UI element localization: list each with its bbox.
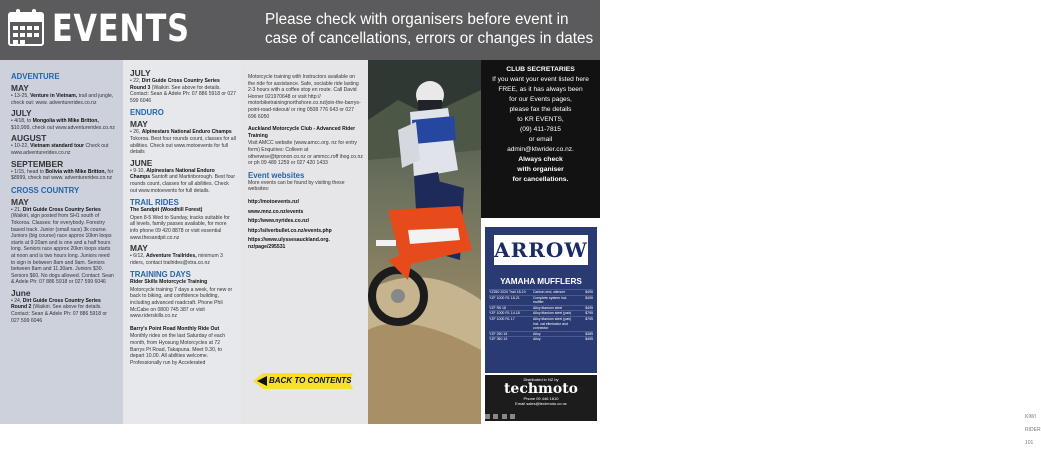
muffler-price: $385	[585, 331, 593, 336]
muffler-row	[489, 336, 593, 342]
event-item: • 4/18, to Mongolia with Mike Britton, $10,999, check out www.adventurerides.co.nz	[11, 118, 115, 131]
muffler-price: $495	[585, 337, 593, 342]
section-enduro: ENDURO	[130, 108, 164, 118]
cancellation-notice: Please check with organisers before event in case of cancellations, errors or changes in dates	[265, 11, 594, 47]
back-button-label: BACK TO CONTENTS	[269, 376, 352, 385]
rider-illustration	[368, 60, 481, 424]
youtube-icon[interactable]	[510, 414, 515, 419]
website-link[interactable]: https://www.ulyssesauckland.org. nz/page/295531	[248, 237, 330, 250]
muffler-price: $495	[585, 290, 593, 294]
muffler-desc: Complete system incl. muffler	[533, 295, 568, 305]
muffler-row	[489, 316, 593, 331]
events-column-3	[241, 60, 368, 424]
ad-distributor: Distributed in NZ by	[523, 377, 559, 382]
event-item: Auckland Motorcycle Club - Advanced Rider Training	[248, 126, 356, 139]
website-link[interactable]: http://silverbullet.co.nz/events.php	[248, 227, 332, 234]
muffler-row	[489, 295, 593, 305]
event-item: • 24, Dirt Guide Cross Country Series Round 2 (Waikiri. See above for details. Contact: Sean & Adele Ph: 07 886 5918 or 027 599 6046	[11, 297, 108, 324]
club-line: FREE, as it has always been	[498, 86, 583, 93]
event-item: • 6/12, Adventure Trailrides, minimum 3 riders, contact trailrides@xtra.co.nz	[130, 253, 223, 266]
muffler-price: $795	[585, 311, 593, 316]
calendar-icon	[8, 12, 44, 46]
club-line: admin@ktwrider.co.nz.	[507, 146, 574, 153]
page-footer	[485, 411, 1041, 446]
month-heading: JUNE	[130, 157, 153, 168]
club-line: (09) 411-7815	[520, 126, 561, 133]
facebook-icon[interactable]	[485, 414, 490, 419]
event-description: Open 8-5 Wed to Sunday, tracks suitable for all levels, family passes available, for more info phone 09 420 8878 or visit essential www.thesandpit.co.nz	[130, 214, 230, 241]
ad-phone: Phone 09 446 1610	[523, 396, 559, 401]
page-folio: KIWI RIDER 101	[1025, 414, 1041, 446]
club-line: to KR EVENTS,	[517, 116, 564, 123]
muffler-desc: Alloy titanium steel (pair)	[533, 311, 572, 316]
muffler-desc: Alloy	[533, 331, 541, 336]
arrow-logo: ARROW	[494, 235, 588, 265]
event-item: The Sandpit (Woodhill Forest)	[130, 207, 203, 214]
event-item: • 9-10, Alpinestars National Enduro Champs Santoft and Martinborough. Best four rounds count, classes for all abilities. Check out www.motoevents for full details.	[130, 167, 236, 194]
month-heading: SEPTEMBER	[11, 158, 64, 169]
muffler-model: YZF 1000 R1 14-18	[489, 311, 520, 316]
ad-title: YAMAHA MUFFLERS	[500, 277, 582, 286]
event-item: Barry's Point Road Monthly Ride Out	[130, 325, 220, 332]
club-line: CLUB SECRETARIES	[506, 66, 575, 73]
month-heading: JULY	[11, 108, 32, 119]
club-secretaries-box	[481, 60, 600, 218]
muffler-row	[489, 289, 593, 295]
club-line: Always check	[518, 156, 563, 163]
event-description: Monthly rides on the last Saturday of each month, from Hyosung Motorcycles at 72 Barrys Pt Road, Takapuna. Meet 9.30, to depart 10.00. All abilities welcome. Professionally run by Accelerated	[130, 333, 226, 366]
website-link[interactable]: www.mnz.co.nz/events	[248, 208, 304, 215]
event-item: • 1/15, head to Bolivia with Mike Britton, for $8999, check out www. adventurerides.co.nz	[11, 168, 114, 182]
muffler-price: $495	[585, 295, 593, 300]
events-column-2	[123, 60, 241, 424]
month-heading: MAY	[130, 119, 148, 130]
instagram-icon[interactable]	[502, 414, 507, 419]
section-training-days: TRAINING DAYS	[130, 270, 191, 280]
muffler-price: $495	[585, 305, 593, 310]
techmoto-logo: techmoto	[503, 381, 579, 397]
section-adventure: ADVENTURE	[11, 72, 60, 81]
events-header	[0, 0, 600, 60]
month-heading: AUGUST	[11, 133, 47, 144]
month-heading: MAY	[130, 243, 148, 254]
website-link[interactable]: http://motoevents.nz/	[248, 198, 300, 205]
muffler-price-table	[489, 289, 593, 342]
muffler-model: YZF R6 18	[489, 305, 506, 310]
club-line: please fax the details	[509, 106, 572, 113]
event-item: • 13-25, Venture in Vietnam, trail and jungle, check out: www. adventurerides.co.nz	[11, 93, 114, 106]
muffler-desc: Alloy	[533, 337, 541, 342]
event-item: • 26, Alpinestars National Enduro Champs Tokoroa. Best four rounds count, classes for all abilities. Check out www.motoevents for full details	[130, 129, 236, 156]
muffler-desc: Alloy titanium steel (pair) incl. cat eliminator and connector	[533, 316, 572, 331]
section-cross-country: CROSS COUNTRY	[11, 185, 80, 195]
events-column-1	[0, 60, 123, 424]
motocross-rider-photo	[368, 60, 481, 424]
back-to-contents-button[interactable]	[253, 373, 353, 389]
muffler-price: $795	[585, 316, 593, 321]
muffler-row	[489, 305, 593, 311]
ad-email: Email sales@techmoto.co.nz	[515, 401, 567, 406]
twitter-icon[interactable]	[493, 414, 498, 419]
websites-intro: More events can be found by visiting these websites:	[248, 179, 345, 193]
event-item: Rider Skills Motorcycle Training	[130, 279, 208, 286]
event-item: • 22, Dirt Guide Cross Country Series Round 3 (Waikiri. See above for details. Contact: Sean & Adele Ph: 07 886 5918 or 027 599 6046	[130, 78, 236, 104]
sidebar	[481, 60, 600, 424]
club-line: If you want your event listed here	[492, 76, 589, 83]
event-item: • 10-22, Vietnam standard tour Check out www.adventurerides.co.nz	[11, 143, 109, 156]
section-trail-rides: TRAIL RIDES	[130, 198, 179, 208]
muffler-row	[489, 331, 593, 337]
muffler-model: YZF 350 19	[489, 337, 508, 342]
month-heading: MAY	[11, 83, 29, 93]
arrow-mufflers-ad[interactable]	[485, 227, 597, 373]
event-description: Motorcycle training with Instructors available on the ride for assistance. Safe, sociable ride lasting 2-3 hours with a coffee stop en route. Call David Horner 021970648 or visit http:// motorbiketrainingnorthshore.co.nz/join-the-barrys-point-road-rideout/ or ring 0508 776 643 or 027 696 6050	[248, 74, 361, 120]
club-line: for our Events pages,	[509, 96, 572, 103]
month-heading: JULY	[130, 68, 151, 78]
page-title: EVENTS	[52, 7, 190, 50]
muffler-model: YZF 250 18	[489, 331, 508, 336]
website-link[interactable]: http://www.nyrides.co.nz/	[248, 218, 310, 225]
muffler-desc: Carbon end, silencer	[533, 290, 566, 294]
section-event-websites: Event websites	[248, 170, 305, 180]
muffler-model: YZF 1000 R1 18-21	[489, 295, 520, 300]
event-description: Motorcycle training 7 days a week, for new or back to biking, and confidence building, including advanced roadcraft. Phone Phil McCabe on 0800 745 387 or visit www.riderskills.co.nz	[130, 286, 233, 320]
muffler-model: YZ250 2020 Trail 18-19	[489, 290, 526, 294]
muffler-model: YZF 1000 R1 17	[489, 316, 515, 321]
event-description: Visit AMCC website (www.amcc.org. nz for entry form) Enquiries: Colleen at otherwise@tpronon.co.nz or ammcc.roff ihog.co.nz or ph 09 489 1259 or 027 420 1433	[248, 140, 363, 167]
muffler-row	[489, 310, 593, 316]
event-item: • 21, Dirt Guide Cross Country Series (Waikiri, sign posted from SH1 south of Tokoroa. Classes: for everybody. Forestry based track. Junior (small race) 3k course. Juniors (big course) race approx 10km loops starts at 9:20am and is one and a half hours long. Seniors race approx 20km loops starts at noon and is two hours long. Juniors need to sign in between 8am and 9am. Seniors between 8am and 11.30am. Juniors $30. Seniors $60. No dogs allowed. Contact: Sean & Adele Ph: 07 886 5918 or 027 599 6046	[11, 206, 114, 286]
club-line: for cancellations.	[512, 176, 569, 183]
month-heading: June	[11, 287, 31, 298]
month-heading: MAY	[11, 196, 29, 207]
club-line: with organiser	[517, 166, 564, 173]
muffler-desc: Alloy titanium steel	[533, 305, 563, 310]
club-line: or email	[528, 136, 553, 143]
